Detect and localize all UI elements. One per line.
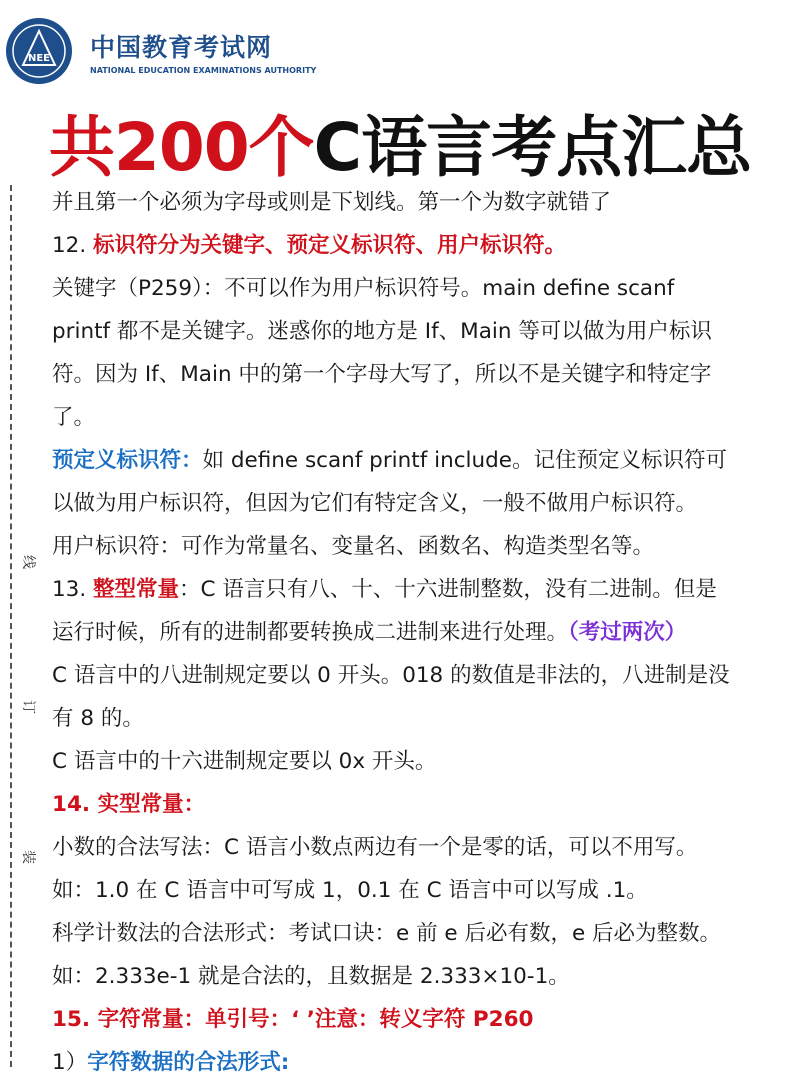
text-line [52, 310, 797, 353]
text-segment: C 语言中的八进制规定要以 0 开头。018 的数值是非法的，八进制是没 [52, 663, 730, 688]
highlight-segment: 预定义标识符： [52, 448, 203, 473]
text-line [52, 353, 797, 396]
text-line [52, 482, 797, 525]
text-segment: C 语言中的十六进制规定要以 0x 开头。 [52, 749, 437, 774]
text-segment: 运行时候，所有的进制都要转换成二进制来进行处理。 [52, 620, 569, 645]
text-segment: 如 define scanf printf include。记住预定义标识符可 [202, 448, 727, 473]
text-line [52, 439, 797, 482]
logo-name-en: NATIONAL EDUCATION EXAMINATIONS AUTHORITY [90, 65, 317, 75]
text-segment: 关键字（P259）：不可以作为用户标识符号。main define scanf [52, 276, 675, 301]
document-body [52, 181, 797, 1084]
text-segment: 如：2.333e-1 就是合法的，且数据是 2.333×10-1。 [52, 964, 570, 989]
text-segment: 小数的合法写法：C 语言小数点两边有一个是零的话，可以不用写。 [52, 835, 698, 860]
text-segment: 符。因为 If、Main 中的第一个字母大写了，所以不是关键字和特定字 [52, 362, 712, 387]
text-segment: printf 都不是关键字。迷惑你的地方是 If、Main 等可以做为用户标识 [52, 319, 712, 344]
text-segment: 13. [52, 577, 94, 602]
text-segment: 以做为用户标识符，但因为它们有特定含义，一般不做用户标识符。 [52, 491, 698, 516]
highlight-segment: 字符数据的合法形式: [87, 1050, 290, 1075]
text-line [52, 611, 797, 654]
binding-mark-ding: 订 [20, 700, 36, 714]
text-line [52, 224, 797, 267]
text-segment: ：C 语言只有八、十、十六进制整数，没有二进制。但是 [179, 577, 717, 602]
binding-dashed-line [10, 185, 12, 1067]
text-segment: 有 8 的。 [52, 706, 144, 731]
text-segment: 1） [52, 1050, 88, 1075]
logo-name-cn: 中国教育考试网 [90, 32, 273, 62]
text-line [52, 267, 797, 310]
text-segment: 并且第一个必须为字母或则是下划线。第一个为数字就错了 [52, 190, 612, 215]
highlight-segment: 整型常量 [93, 577, 180, 602]
text-line [52, 568, 797, 611]
text-line [52, 654, 797, 697]
highlight-segment: （考过两次） [568, 620, 687, 645]
highlight-segment: 14. 实型常量： [52, 792, 206, 817]
text-line [52, 955, 797, 998]
highlight-segment: 15. 字符常量：单引号：‘ ’注意：转义字符 P260 [52, 1007, 534, 1032]
text-segment: 了。 [52, 405, 96, 430]
text-line [52, 998, 797, 1041]
text-line [52, 826, 797, 869]
nea-seal-icon [6, 18, 72, 84]
title-red-part: 共200个 [48, 109, 314, 186]
text-segment: 科学计数法的合法形式：考试口诀：e 前 e 后必有数，e 后必为整数。 [52, 921, 722, 946]
svg-text:NEE: NEE [27, 53, 51, 64]
text-line [52, 525, 797, 568]
text-line [52, 181, 797, 224]
text-line [52, 697, 797, 740]
text-line [52, 740, 797, 783]
text-segment: 用户标识符：可作为常量名、变量名、函数名、构造类型名等。 [52, 534, 655, 559]
text-segment: 如：1.0 在 C 语言中可写成 1，0.1 在 C 语言中可以写成 .1。 [52, 878, 648, 903]
text-line [52, 869, 797, 912]
binding-mark-xian: 线 [20, 555, 36, 569]
highlight-segment: 标识符分为关键字、预定义标识符、用户标识符。 [93, 233, 567, 258]
text-segment: 12. [52, 233, 94, 258]
text-line [52, 396, 797, 439]
text-line [52, 1041, 797, 1084]
binding-mark-zhuang: 装 [20, 850, 36, 864]
text-line [52, 783, 797, 826]
text-line [52, 912, 797, 955]
nea-logo [6, 18, 316, 84]
page-title [0, 94, 800, 189]
title-black-part: C语言考点汇总 [313, 109, 752, 186]
